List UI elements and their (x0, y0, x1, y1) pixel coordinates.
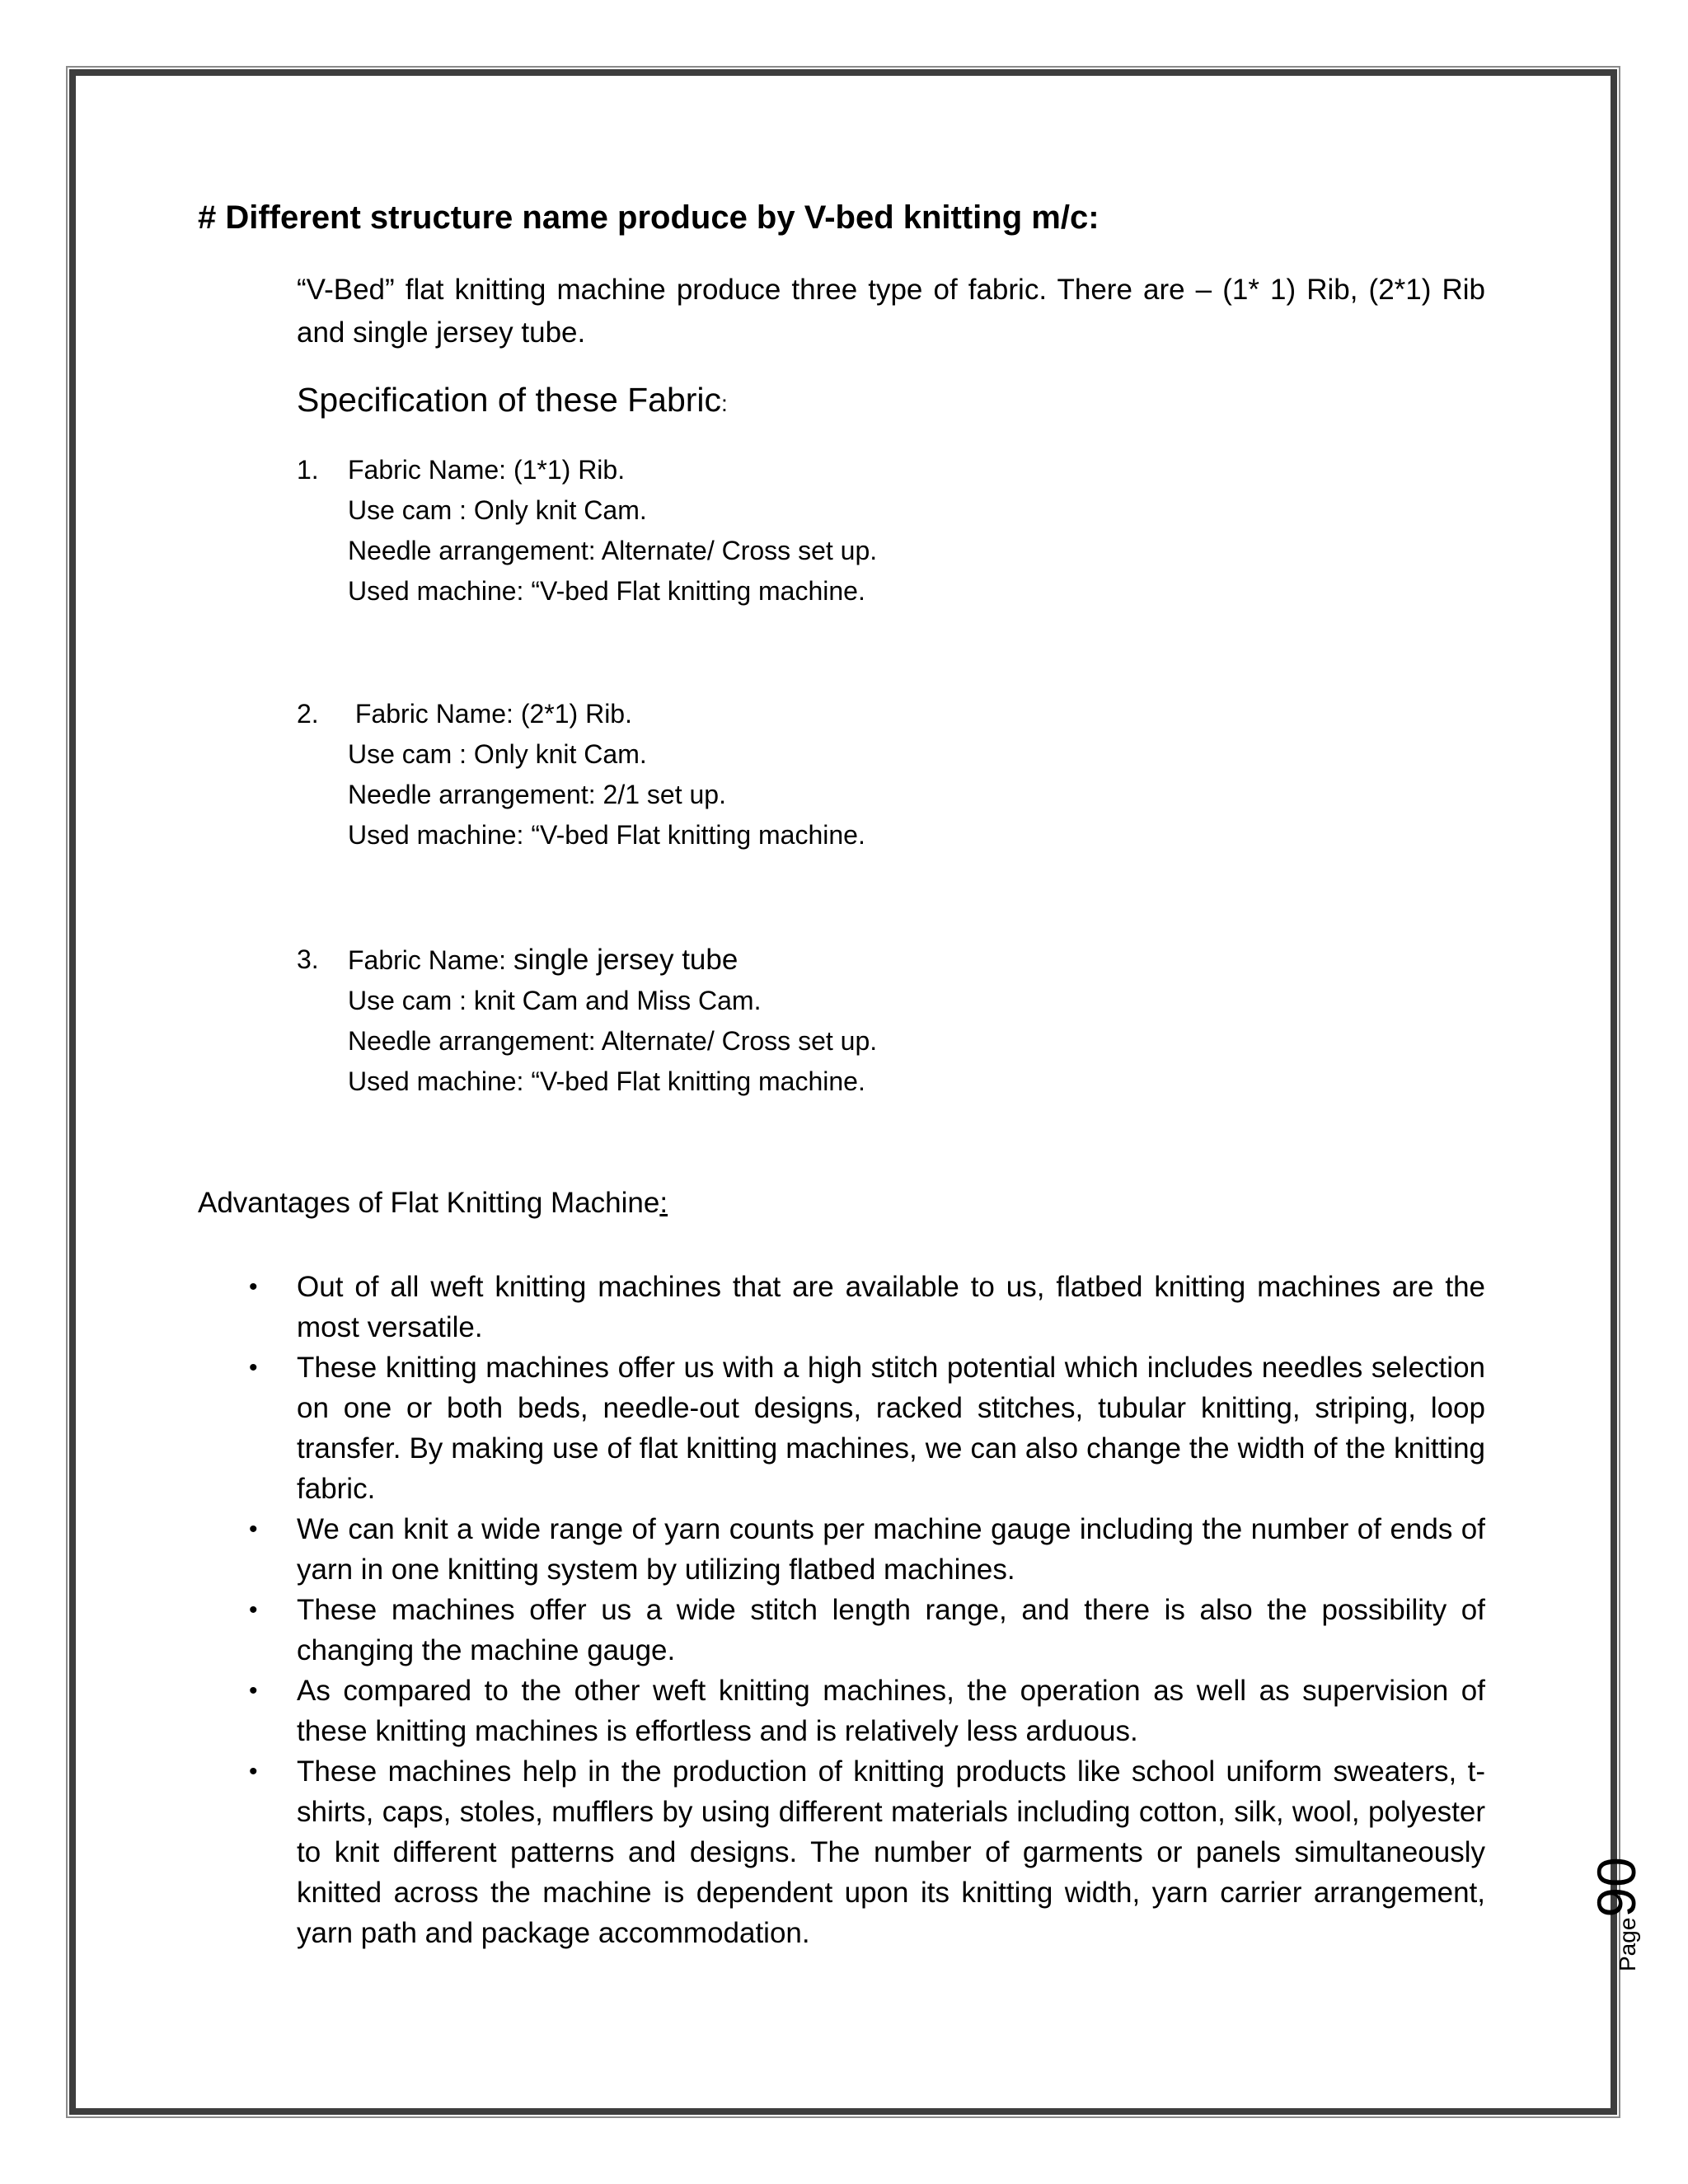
page-label: Page (1615, 1917, 1640, 1971)
fabric-number: 2. (297, 699, 319, 729)
fabric-cam: Use cam : Only knit Cam. (348, 495, 647, 525)
fabric-machine: Used machine: “V-bed Flat knitting machine. (348, 820, 865, 850)
bullet-icon: • (249, 1516, 258, 1543)
fabric-needle: Needle arrangement: Alternate/ Cross set up. (348, 536, 878, 565)
intro-paragraph: “V-Bed” flat knitting machine produce three type of fabric. There are – (1* 1) Rib, (2*1) Rib and single jersey tube. (297, 274, 1485, 349)
fabric-number: 1. (297, 455, 319, 485)
bullet-icon: • (249, 1758, 258, 1785)
specification-title: Specification of these Fabric (297, 381, 722, 419)
bullet-icon: • (249, 1354, 258, 1381)
bullet-icon: • (249, 1596, 258, 1624)
advantages-heading (198, 1187, 668, 1220)
specification-colon: : (721, 391, 728, 416)
list-item-text: These machines offer us a wide stitch length range, and there is also the possibility of changing the machine gauge. (297, 1594, 1485, 1666)
fabric-name-value: single jersey tube (513, 944, 738, 976)
list-item-text: We can knit a wide range of yarn counts per machine gauge including the number of ends of yarn in one knitting system by utilizing flatbed machines. (297, 1513, 1485, 1586)
section-heading: # Different structure name produce by V-bed knitting m/c: (198, 199, 1100, 236)
fabric-machine: Used machine: “V-bed Flat knitting machine. (348, 576, 865, 606)
advantages-title: Advantages of Flat Knitting Machine (198, 1187, 660, 1219)
fabric-cam: Use cam : Only knit Cam. (348, 739, 647, 769)
fabric-cam: Use cam : knit Cam and Miss Cam. (348, 986, 762, 1015)
fabric-name: Fabric Name: (1*1) Rib. (348, 455, 626, 485)
bullet-icon: • (249, 1273, 258, 1301)
fabric-machine: Used machine: “V-bed Flat knitting machine. (348, 1066, 865, 1096)
fabric-name-prefix: Fabric Name: (348, 945, 513, 975)
advantages-colon: : (659, 1187, 668, 1219)
bullet-icon: • (249, 1677, 258, 1704)
fabric-name: Fabric Name: (2*1) Rib. (348, 699, 632, 729)
list-item-text: Out of all weft knitting machines that are available to us, flatbed knitting machines are the most versatile. (297, 1271, 1485, 1343)
list-item-text: These machines help in the production of knitting products like school uniform sweaters, t-shirts, caps, stoles, mufflers by using different materials including cotton, silk, wool, polyester to knit different patterns and designs. The number of garments or panels simultaneously knitted across the machine is dependent upon its knitting width, yarn carrier arrangement, yarn path and package accommodation. (297, 1755, 1485, 1949)
list-item-text: As compared to the other weft knitting machines, the operation as well as supervision of these knitting machines is effortless and is relatively less arduous. (297, 1675, 1485, 1747)
list-item-text: These knitting machines offer us with a high stitch potential which includes needles selection on one or both beds, needle-out designs, racked stitches, tubular knitting, striping, loop transfer. By making use of flat knitting machines, we can also change the width of the knitting fabric. (297, 1352, 1485, 1505)
fabric-name (348, 940, 877, 981)
specification-heading (297, 381, 728, 419)
fabric-needle: Needle arrangement: Alternate/ Cross set up. (348, 1026, 878, 1056)
page-value: 90 (1586, 1857, 1647, 1918)
fabric-number: 3. (297, 944, 319, 974)
fabric-needle: Needle arrangement: 2/1 set up. (348, 780, 726, 809)
